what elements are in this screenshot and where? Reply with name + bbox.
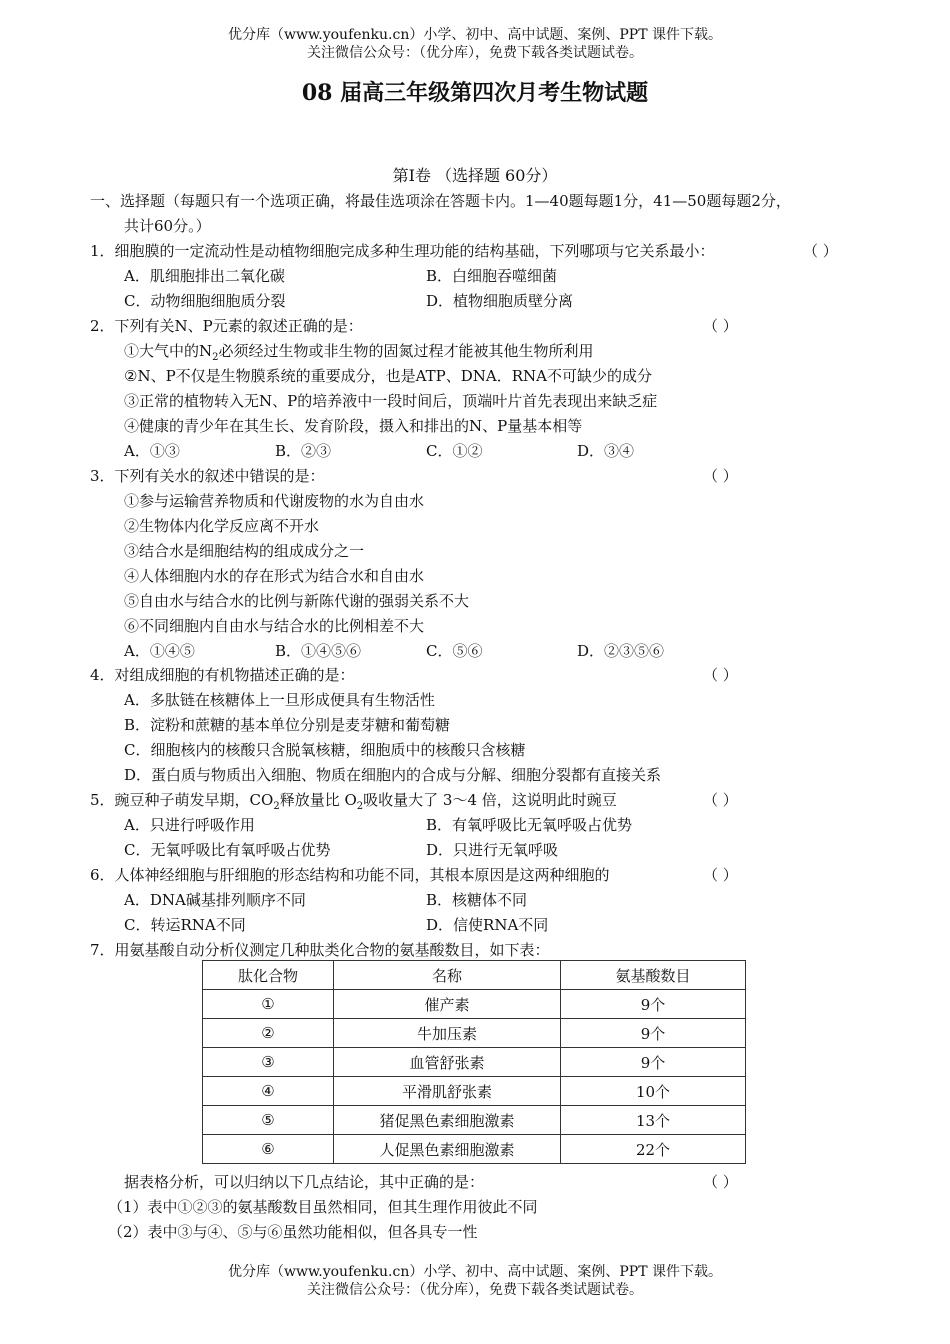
q6-option-b: B．核糖体不同 [426,891,528,909]
table-cell: 催产素 [334,990,561,1019]
table-row [203,1135,746,1164]
table-header-row [203,961,746,990]
table-cell: 平滑肌舒张素 [334,1077,561,1106]
table-cell: ⑥ [203,1135,334,1164]
page-title: 08 届高三年级第四次月考生物试题 [301,80,649,106]
table-cell: 猪促黑色素细胞激素 [334,1106,561,1135]
q3-option-c: C．⑤⑥ [426,642,483,660]
table-cell: 9个 [561,1019,746,1048]
q6-option-d: D．信使RNA不同 [426,916,549,934]
footer-line-1: 优分库（www.youfenku.cn）小学、初中、高中试题、案例、PPT 课件下载。 [227,1264,722,1280]
table-row [203,1077,746,1106]
q3-option-b: B．①④⑤⑥ [275,642,362,660]
q3-stem: 3．下列有关水的叙述中错误的是： [90,467,325,485]
table-header: 名称 [334,961,561,990]
q4-answer-paren: （ ） [703,666,738,684]
q3-statement-5: ⑤自由水与结合水的比例与新陈代谢的强弱关系不大 [124,592,470,610]
q6-option-c: C．转运RNA不同 [124,916,246,934]
table-header: 肽化合物 [203,961,334,990]
table-cell: 牛加压素 [334,1019,561,1048]
q6-option-a: A．DNA碱基排列顺序不同 [124,891,306,909]
table-cell: 人促黑色素细胞激素 [334,1135,561,1164]
q2-option-c: C．①② [426,442,483,460]
q4-option-d: D．蛋白质与物质出入细胞、物质在细胞内的合成与分解、细胞分裂都有直接关系 [124,766,662,784]
instructions-line-1: 一、选择题（每题只有一个选项正确，将最佳选项涂在答题卡内。1—40题每题1分，41—50题每题2分， [90,192,791,210]
q3-statement-2: ②生物体内化学反应离不开水 [124,517,320,535]
footer-line-2: 关注微信公众号：（优分库），免费下载各类试题试卷。 [307,1282,643,1298]
table-cell: 13个 [561,1106,746,1135]
q7-conclusion-1: （1）表中①②③的氨基酸数目虽然相同，但其生理作用彼此不同 [108,1198,538,1216]
q5-option-d: D．只进行无氧呼吸 [426,841,559,859]
q1-option-d: D．植物细胞质壁分离 [426,292,574,310]
q1-option-b: B．白细胞吞噬细菌 [426,267,558,285]
table-cell: 10个 [561,1077,746,1106]
header-line-1: 优分库（www.youfenku.cn）小学、初中、高中试题、案例、PPT 课件下载。 [227,27,722,43]
q2-option-d: D．③④ [577,442,635,460]
q4-stem: 4．对组成细胞的有机物描述正确的是： [90,666,355,684]
q2-statement-1: ①大气中的$N_2$必须经过生物或非生物的固氮过程才能被其他生物所利用 [124,342,594,363]
q3-statement-1: ①参与运输营养物质和代谢废物的水为自由水 [124,492,425,510]
table-cell: 9个 [561,1048,746,1077]
table-cell: ③ [203,1048,334,1077]
q2-statement-4: ④健康的青少年在其生长、发育阶段，摄入和排出的N、P量基本相等 [124,417,583,435]
q5-stem: 5．豌豆种子萌发早期，$CO_2$释放量比 $O_2$吸收量大了 3～4 倍，这说明此时豌豆 [90,791,617,812]
q1-option-a: A．肌细胞排出二氧化碳 [124,267,285,285]
q5-option-c: C．无氧呼吸比有氧呼吸占优势 [124,841,331,859]
table-row [203,990,746,1019]
table-cell: ① [203,990,334,1019]
table-cell: ⑤ [203,1106,334,1135]
q1-option-c: C．动物细胞细胞质分裂 [124,292,286,310]
header-line-2: 关注微信公众号：（优分库），免费下载各类试题试卷。 [307,45,643,61]
q2-statement-3: ③正常的植物转入无N、P的培养液中一段时间后，顶端叶片首先表现出来缺乏症 [124,392,658,410]
q4-option-a: A．多肽链在核糖体上一旦形成便具有生物活性 [124,691,435,709]
q7-answer-paren: （ ） [703,1173,738,1191]
q3-statement-3: ③结合水是细胞结构的组成成分之一 [124,542,365,560]
q7-analysis: 据表格分析，可以归纳以下几点结论，其中正确的是： [124,1173,485,1191]
q3-option-a: A．①④⑤ [124,642,195,660]
q2-option-a: A．①③ [124,442,180,460]
q2-answer-paren: （ ） [703,317,738,335]
section-title: 第Ⅰ卷 （选择题 60分） [392,166,558,185]
table-cell: ② [203,1019,334,1048]
table-cell: 22个 [561,1135,746,1164]
q2-stem: 2．下列有关N、P元素的叙述正确的是： [90,317,363,335]
instructions-line-2: 共计60分。） [124,217,211,235]
q1-answer-paren: （ ） [803,242,838,260]
q3-statement-4: ④人体细胞内水的存在形式为结合水和自由水 [124,567,425,585]
q7-conclusion-2: （2）表中③与④、⑤与⑥虽然功能相似，但各具专一性 [108,1223,478,1241]
q4-option-b: B．淀粉和蔗糖的基本单位分别是麦芽糖和葡萄糖 [124,716,451,734]
q6-stem: 6．人体神经细胞与肝细胞的形态结构和功能不同，其根本原因是这两种细胞的 [90,866,610,884]
table-header: 氨基酸数目 [561,961,746,990]
q1-stem: 1．细胞膜的一定流动性是动植物细胞完成多种生理功能的结构基础，下列哪项与它关系最小： [90,242,715,260]
amino-acid-table [202,960,746,1164]
q5-option-b: B．有氧呼吸比无氧呼吸占优势 [426,816,633,834]
q4-option-c: C．细胞核内的核酸只含脱氧核糖，细胞质中的核酸只含核糖 [124,741,526,759]
q6-answer-paren: （ ） [703,866,738,884]
q5-option-a: A．只进行呼吸作用 [124,816,255,834]
table-row [203,1048,746,1077]
table-cell: ④ [203,1077,334,1106]
table-cell: 血管舒张素 [334,1048,561,1077]
q3-option-d: D．②③⑤⑥ [577,642,665,660]
q2-option-b: B．②③ [275,442,332,460]
q2-statement-2: ②N、P不仅是生物膜系统的重要成分，也是ATP、DNA．RNA不可缺少的成分 [124,367,653,385]
q7-stem: 7．用氨基酸自动分析仪测定几种肽类化合物的氨基酸数目，如下表： [90,941,550,959]
q5-answer-paren: （ ） [703,791,738,809]
q3-answer-paren: （ ） [703,467,738,485]
table-cell: 9个 [561,990,746,1019]
q3-statement-6: ⑥不同细胞内自由水与结合水的比例相差不大 [124,617,425,635]
table-row [203,1106,746,1135]
table-row [203,1019,746,1048]
